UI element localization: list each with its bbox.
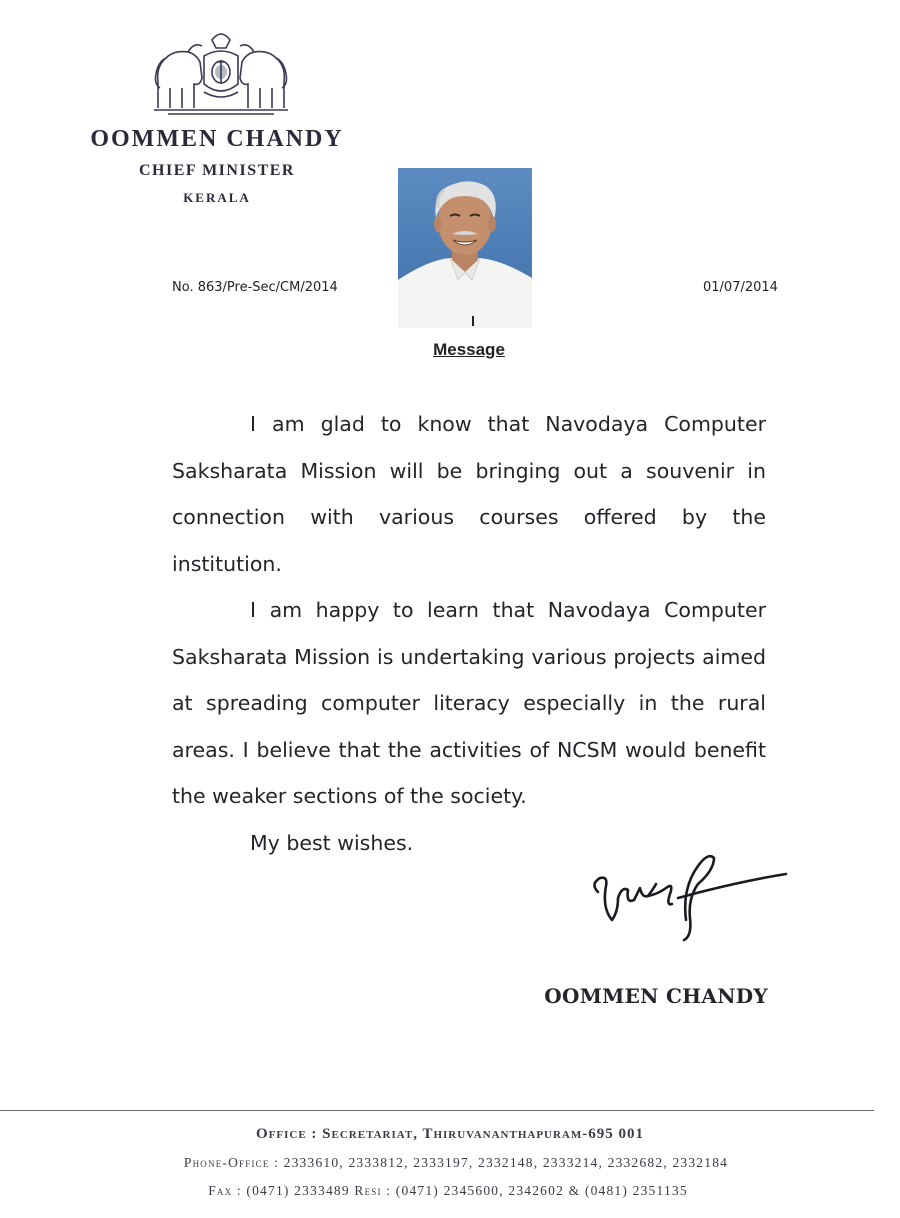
message-heading: Message [433, 340, 505, 359]
letterhead-title: CHIEF MINISTER [139, 162, 295, 179]
footer-office: Office : Secretariat, Thiruvananthapuram-695 001 [256, 1126, 644, 1142]
signature [586, 848, 792, 944]
reference-number: No. 863/Pre-Sec/CM/2014 [172, 280, 338, 295]
letter-date: 01/07/2014 [703, 280, 778, 295]
footer-divider [0, 1110, 874, 1111]
signer-name: OOMMEN CHANDY [544, 984, 768, 1008]
message-body [172, 401, 766, 866]
letterhead-name: OOMMEN CHANDY [90, 126, 344, 152]
footer-fax: Fax : (0471) 2333489 Resi : (0471) 2345600, 2342602 & (0481) 2351135 [208, 1183, 688, 1198]
kerala-emblem-icon [148, 22, 294, 116]
footer-phone: Phone-Office : 2333610, 2333812, 2333197, 2332148, 2333214, 2332682, 2332184 [183, 1155, 729, 1170]
message-paragraph-1: I am glad to know that Navodaya Computer Saksharata Mission will be bringing out a souvenir in connection with various courses offered by the institution. [172, 412, 766, 576]
portrait-photo [398, 168, 532, 328]
message-paragraph-2: I am happy to learn that Navodaya Computer Saksharata Mission is undertaking various projects aimed at spreading computer literacy especially in the rural areas. I believe that the activities of NCSM would benefit the weaker sections of the society. [172, 598, 766, 808]
letterhead-state: KERALA [183, 190, 251, 205]
closing-line: My best wishes. [250, 830, 414, 855]
